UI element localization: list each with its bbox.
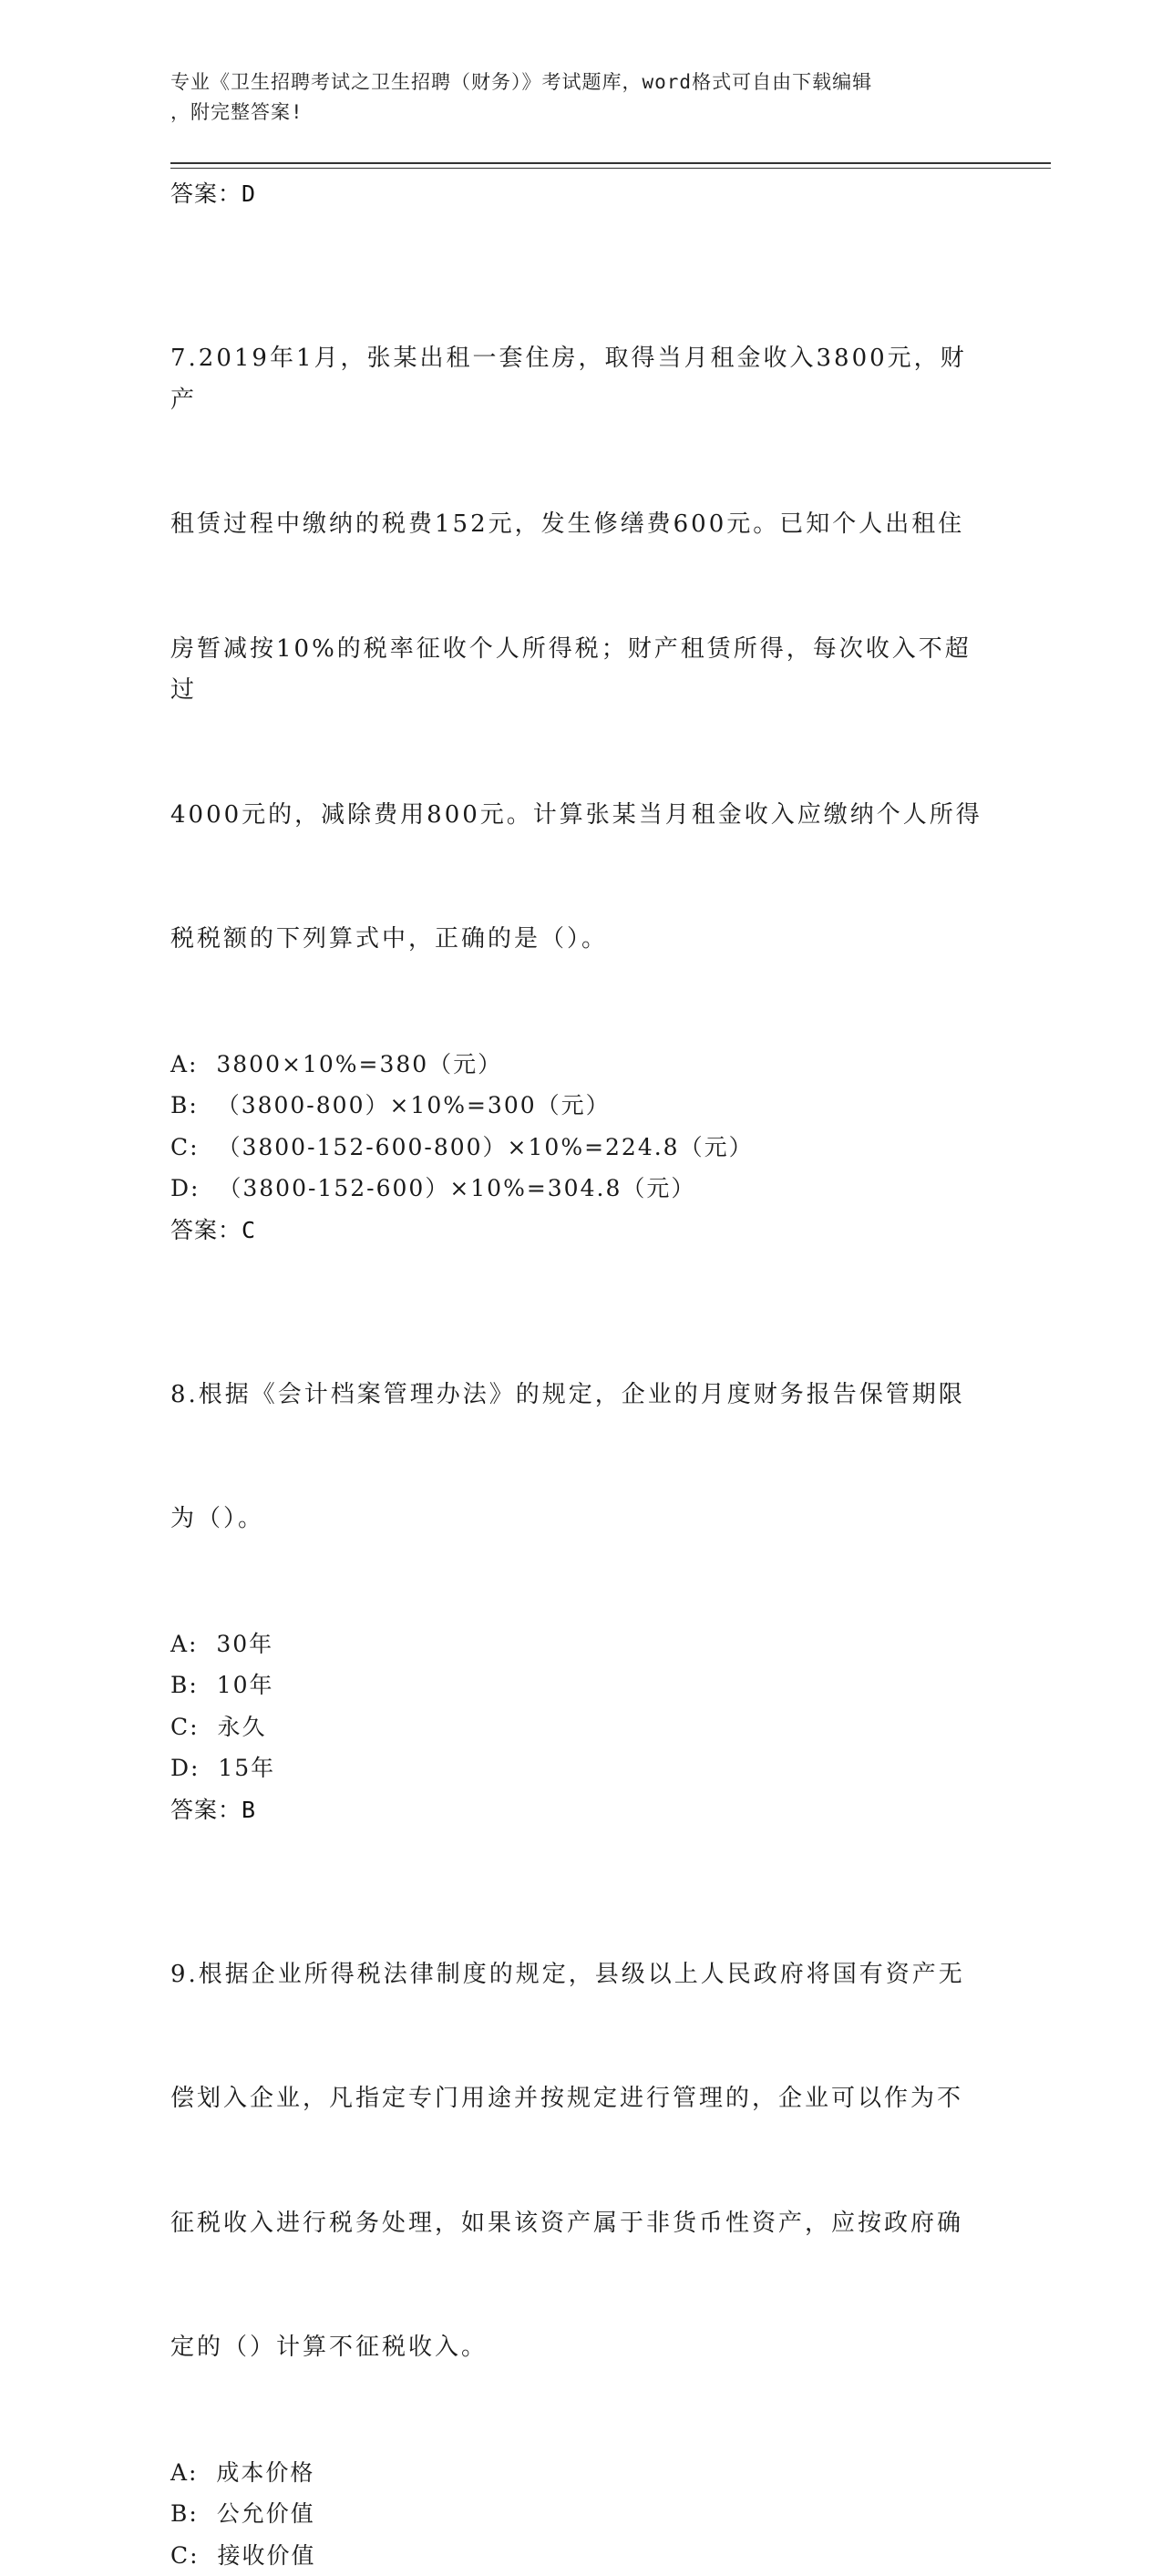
question-9-option-a: A: 成本价格 — [170, 2452, 991, 2494]
question-line: 税税额的下列算式中，正确的是（）。 — [170, 919, 991, 961]
question-8-option-c: C: 永久 — [170, 1706, 991, 1748]
question-line: 7.2019年1月，张某出租一套住房，取得当月租金收入3800元，财产 — [170, 338, 991, 421]
answer-previous: 答案：D — [170, 173, 991, 215]
question-7-option-a: A: 3800×10%=380（元） — [170, 1044, 991, 1086]
question-9-option-b: B: 公允价值 — [170, 2493, 991, 2535]
question-line: 4000元的，减除费用800元。计算张某当月租金收入应缴纳个人所得 — [170, 795, 991, 837]
question-7-option-c: C: （3800-152-600-800）×10%=224.8（元） — [170, 1127, 991, 1169]
question-line: 偿划入企业，凡指定专门用途并按规定进行管理的，企业可以作为不 — [170, 2078, 991, 2120]
question-line: 租赁过程中缴纳的税费152元，发生修缮费600元。已知个人出租住 — [170, 504, 991, 546]
question-8-option-b: B: 10年 — [170, 1664, 991, 1706]
question-8-text — [170, 1292, 991, 1623]
spacer — [170, 1252, 991, 1292]
header-rule-thick — [170, 162, 1051, 164]
question-line: 房暂减按10%的税率征收个人所得税；财产租赁所得，每次收入不超过 — [170, 629, 991, 712]
question-8 — [170, 1292, 991, 1831]
question-line: 定的（）计算不征税收入。 — [170, 2327, 991, 2369]
question-line: 征税收入进行税务处理，如果该资产属于非货币性资产，应按政府确 — [170, 2203, 991, 2245]
question-9-option-c: C: 接收价值 — [170, 2535, 991, 2576]
question-7 — [170, 255, 991, 1252]
question-7-text — [170, 255, 991, 1044]
header-line-1: 专业《卫生招聘考试之卫生招聘（财务）》考试题库，word格式可自由下载编辑 — [170, 67, 991, 98]
question-line: 9.根据企业所得税法律制度的规定，县级以上人民政府将国有资产无 — [170, 1954, 991, 1996]
question-line: 8.根据《会计档案管理办法》的规定，企业的月度财务报告保管期限 — [170, 1375, 991, 1417]
question-7-option-d: D: （3800-152-600）×10%=304.8（元） — [170, 1168, 991, 1210]
question-8-option-a: A: 30年 — [170, 1623, 991, 1665]
spacer — [170, 215, 991, 255]
question-8-option-d: D: 15年 — [170, 1747, 991, 1789]
header-rule-thin — [170, 168, 1051, 169]
spacer — [170, 1831, 991, 1871]
question-9-text — [170, 1871, 991, 2452]
question-line: 为（）。 — [170, 1499, 991, 1540]
question-8-answer: 答案：B — [170, 1789, 991, 1831]
question-7-answer: 答案：C — [170, 1210, 991, 1252]
document-body — [170, 173, 991, 2576]
header-line-2: ，附完整答案! — [170, 98, 991, 128]
page-header — [170, 67, 991, 128]
question-9 — [170, 1871, 991, 2576]
question-7-option-b: B: （3800-800）×10%=300（元） — [170, 1085, 991, 1127]
